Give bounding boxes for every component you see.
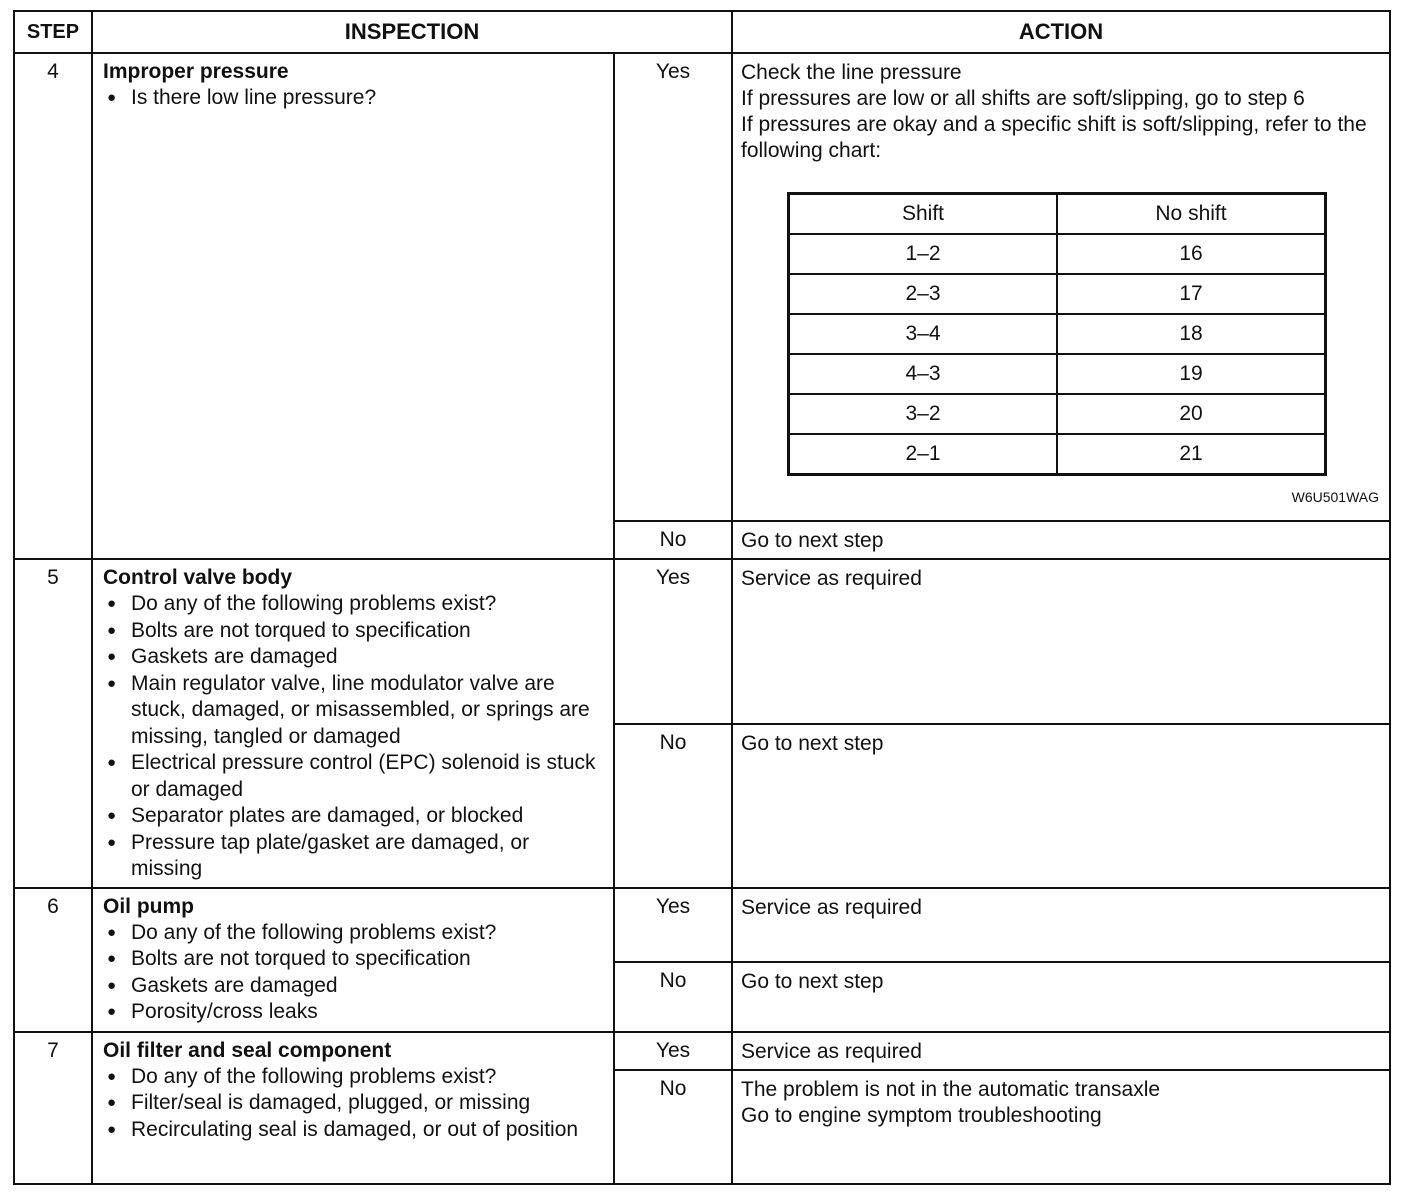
inspection-header: INSPECTION xyxy=(92,11,732,53)
action-line: If pressures are low or all shifts are soft/slipping, go to step 6 xyxy=(741,87,1305,110)
yes-label: Yes xyxy=(614,1032,732,1070)
inspection-bullets xyxy=(103,85,605,112)
bullet-item: ● Porosity/cross leaks xyxy=(103,999,605,1026)
no-action-cell xyxy=(732,1070,1390,1184)
bullet-item: ● Do any of the following problems exist? xyxy=(103,920,605,947)
inspection-title: Oil pump xyxy=(103,894,194,918)
action-line: If pressures are okay and a specific shift is soft/slipping, refer to the following chart: xyxy=(741,113,1367,162)
chart-shift-cell: 3–2 xyxy=(789,394,1058,434)
chart-row xyxy=(789,394,1326,434)
action-header: ACTION xyxy=(732,11,1390,53)
step-number: 4 xyxy=(14,53,92,559)
no-label: No xyxy=(614,724,732,887)
action-line: Check the line pressure xyxy=(741,61,962,84)
inspection-cell xyxy=(92,1032,614,1184)
chart-row xyxy=(789,314,1326,354)
yes-label: Yes xyxy=(614,53,732,521)
action-line: Go to engine symptom troubleshooting xyxy=(741,1103,1102,1127)
chart-shift-cell: 3–4 xyxy=(789,314,1058,354)
inspection-cell xyxy=(92,559,614,888)
bullet-item: ● Gaskets are damaged xyxy=(103,973,605,1000)
no-action-cell: Go to next step xyxy=(732,724,1390,887)
step-number: 5 xyxy=(14,559,92,888)
step-6-yes-row xyxy=(14,888,1390,962)
no-action-cell: Go to next step xyxy=(732,962,1390,1032)
inspection-cell xyxy=(92,53,614,559)
bullet-item: ● Electrical pressure control (EPC) solenoid is stuck or damaged xyxy=(103,750,605,803)
chart-header-shift: Shift xyxy=(789,194,1058,235)
chart-header-row xyxy=(789,194,1326,235)
step-number: 6 xyxy=(14,888,92,1032)
inspection-cell xyxy=(92,888,614,1032)
chart-shift-cell: 2–1 xyxy=(789,434,1058,475)
bullet-item: ● Main regulator valve, line modulator valve are stuck, damaged, or misassembled, or springs are missing, tangled or damaged xyxy=(103,671,605,751)
yes-label: Yes xyxy=(614,888,732,962)
no-label: No xyxy=(614,521,732,559)
bullet-item: ● Filter/seal is damaged, plugged, or missing xyxy=(103,1090,605,1117)
bullet-item: ● Do any of the following problems exist? xyxy=(103,1064,605,1091)
no-label: No xyxy=(614,1070,732,1184)
step-7-yes-row xyxy=(14,1032,1390,1070)
step-4-yes-row xyxy=(14,53,1390,521)
bullet-item: ● Recirculating seal is damaged, or out of position xyxy=(103,1117,605,1144)
bullet-item: ● Do any of the following problems exist? xyxy=(103,591,605,618)
chart-row xyxy=(789,434,1326,475)
chart-step-cell: 21 xyxy=(1057,434,1326,475)
yes-label: Yes xyxy=(614,559,732,724)
chart-step-cell: 19 xyxy=(1057,354,1326,394)
chart-step-cell: 18 xyxy=(1057,314,1326,354)
inspection-bullets xyxy=(103,920,605,1026)
troubleshooting-table xyxy=(13,10,1391,1185)
step-header: STEP xyxy=(14,11,92,53)
bullet-item: ● Gaskets are damaged xyxy=(103,644,605,671)
bullet-item: ● Pressure tap plate/gasket are damaged, or missing xyxy=(103,830,605,883)
no-label: No xyxy=(614,962,732,1032)
step-5-yes-row xyxy=(14,559,1390,724)
bullet-item: ● Separator plates are damaged, or blocked xyxy=(103,803,605,830)
yes-action-cell: Service as required xyxy=(732,1032,1390,1070)
shift-chart xyxy=(787,192,1327,476)
yes-action-cell: Service as required xyxy=(732,559,1390,724)
chart-row xyxy=(789,234,1326,274)
inspection-title: Oil filter and seal component xyxy=(103,1038,392,1062)
chart-row xyxy=(789,274,1326,314)
action-line: The problem is not in the automatic transaxle xyxy=(741,1077,1161,1101)
inspection-bullets xyxy=(103,1064,605,1144)
inspection-title: Improper pressure xyxy=(103,60,289,83)
bullet-item: ● Is there low line pressure? xyxy=(103,85,605,112)
chart-shift-cell: 2–3 xyxy=(789,274,1058,314)
yes-action-cell xyxy=(732,53,1390,521)
chart-step-cell: 20 xyxy=(1057,394,1326,434)
inspection-bullets xyxy=(103,591,605,883)
step-number: 7 xyxy=(14,1032,92,1184)
chart-row xyxy=(789,354,1326,394)
chart-header-no-shift: No shift xyxy=(1057,194,1326,235)
chart-shift-cell: 1–2 xyxy=(789,234,1058,274)
chart-step-cell: 16 xyxy=(1057,234,1326,274)
no-action-cell: Go to next step xyxy=(732,521,1390,559)
yes-action-cell: Service as required xyxy=(732,888,1390,962)
chart-step-cell: 17 xyxy=(1057,274,1326,314)
bullet-item: ● Bolts are not torqued to specification xyxy=(103,618,605,645)
inspection-title: Control valve body xyxy=(103,566,293,589)
figure-code: W6U501WAG xyxy=(1291,489,1379,505)
chart-shift-cell: 4–3 xyxy=(789,354,1058,394)
header-row xyxy=(14,11,1390,53)
bullet-item: ● Bolts are not torqued to specification xyxy=(103,946,605,973)
